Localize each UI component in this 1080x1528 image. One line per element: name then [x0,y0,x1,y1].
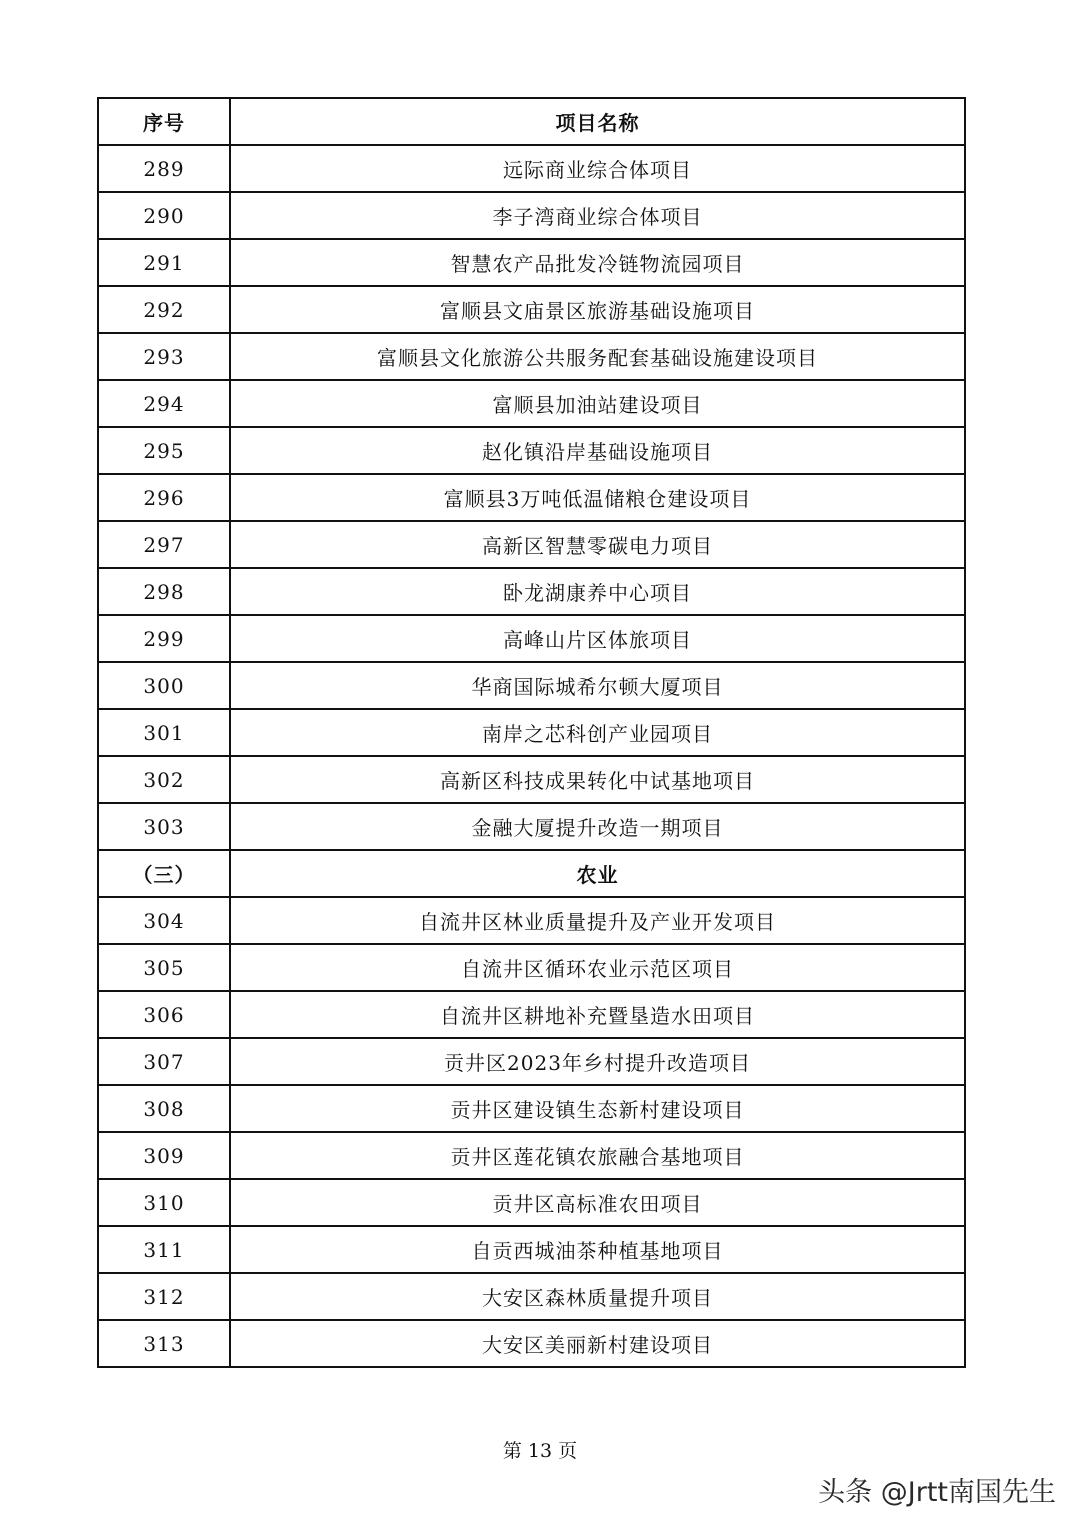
table-row [98,239,965,286]
table-row [98,897,965,944]
serial-number-cell: 296 [98,474,230,521]
header-serial-number: 序号 [98,98,230,145]
serial-number-cell: 306 [98,991,230,1038]
watermark-text: 头条 @Jrtt南国先生 [818,1477,1056,1508]
page-number: 第 13 页 [502,1440,578,1462]
project-name-cell: 高峰山片区体旅项目 [230,615,965,662]
serial-number-cell: 292 [98,286,230,333]
project-name-cell: 自流井区林业质量提升及产业开发项目 [230,897,965,944]
serial-number-cell: 295 [98,427,230,474]
project-name-cell: 金融大厦提升改造一期项目 [230,803,965,850]
table-row [98,333,965,380]
serial-number-cell: 298 [98,568,230,615]
serial-number-cell: 304 [98,897,230,944]
table-row [98,427,965,474]
serial-number-cell: 310 [98,1179,230,1226]
table-row [98,991,965,1038]
serial-number-cell: 311 [98,1226,230,1273]
serial-number-cell: 308 [98,1085,230,1132]
serial-number-cell: （三） [98,850,230,897]
table-row [98,145,965,192]
project-name-cell: 赵化镇沿岸基础设施项目 [230,427,965,474]
project-name-cell: 大安区森林质量提升项目 [230,1273,965,1320]
serial-number-cell: 293 [98,333,230,380]
project-name-cell: 智慧农产品批发冷链物流园项目 [230,239,965,286]
table-row [98,1226,965,1273]
project-name-cell: 自流井区循环农业示范区项目 [230,944,965,991]
table-row [98,709,965,756]
serial-number-cell: 313 [98,1320,230,1367]
serial-number-cell: 297 [98,521,230,568]
serial-number-cell: 290 [98,192,230,239]
project-name-cell: 贡井区高标准农田项目 [230,1179,965,1226]
table-row [98,380,965,427]
table-row [98,1320,965,1367]
table-row [98,521,965,568]
project-name-cell: 贡井区2023年乡村提升改造项目 [230,1038,965,1085]
table-row [98,568,965,615]
project-table [97,97,966,1368]
serial-number-cell: 294 [98,380,230,427]
serial-number-cell: 300 [98,662,230,709]
project-name-cell: 贡井区建设镇生态新村建设项目 [230,1085,965,1132]
project-name-cell: 富顺县文庙景区旅游基础设施项目 [230,286,965,333]
project-name-cell: 富顺县3万吨低温储粮仓建设项目 [230,474,965,521]
serial-number-cell: 291 [98,239,230,286]
serial-number-cell: 312 [98,1273,230,1320]
table-row [98,756,965,803]
table-row [98,1132,965,1179]
table-row [98,615,965,662]
project-name-cell: 高新区科技成果转化中试基地项目 [230,756,965,803]
project-name-cell: 华商国际城希尔顿大厦项目 [230,662,965,709]
table-row [98,474,965,521]
project-name-cell: 富顺县文化旅游公共服务配套基础设施建设项目 [230,333,965,380]
table-row [98,1038,965,1085]
serial-number-cell: 309 [98,1132,230,1179]
table-row [98,1273,965,1320]
serial-number-cell: 299 [98,615,230,662]
section-row [98,850,965,897]
serial-number-cell: 289 [98,145,230,192]
serial-number-cell: 301 [98,709,230,756]
project-name-cell: 卧龙湖康养中心项目 [230,568,965,615]
header-project-name: 项目名称 [230,98,965,145]
table-row [98,1179,965,1226]
table-row [98,803,965,850]
project-name-cell: 富顺县加油站建设项目 [230,380,965,427]
table-body [98,145,965,1367]
serial-number-cell: 302 [98,756,230,803]
project-name-cell: 自贡西城油茶种植基地项目 [230,1226,965,1273]
project-name-cell: 南岸之芯科创产业园项目 [230,709,965,756]
serial-number-cell: 305 [98,944,230,991]
project-name-cell: 自流井区耕地补充暨垦造水田项目 [230,991,965,1038]
project-name-cell: 农业 [230,850,965,897]
project-name-cell: 贡井区莲花镇农旅融合基地项目 [230,1132,965,1179]
table-header-row [98,98,965,145]
table-row [98,662,965,709]
table-row [98,1085,965,1132]
project-name-cell: 高新区智慧零碳电力项目 [230,521,965,568]
serial-number-cell: 303 [98,803,230,850]
project-name-cell: 李子湾商业综合体项目 [230,192,965,239]
table-row [98,192,965,239]
table-row [98,286,965,333]
project-name-cell: 大安区美丽新村建设项目 [230,1320,965,1367]
table-row [98,944,965,991]
project-name-cell: 远际商业综合体项目 [230,145,965,192]
serial-number-cell: 307 [98,1038,230,1085]
